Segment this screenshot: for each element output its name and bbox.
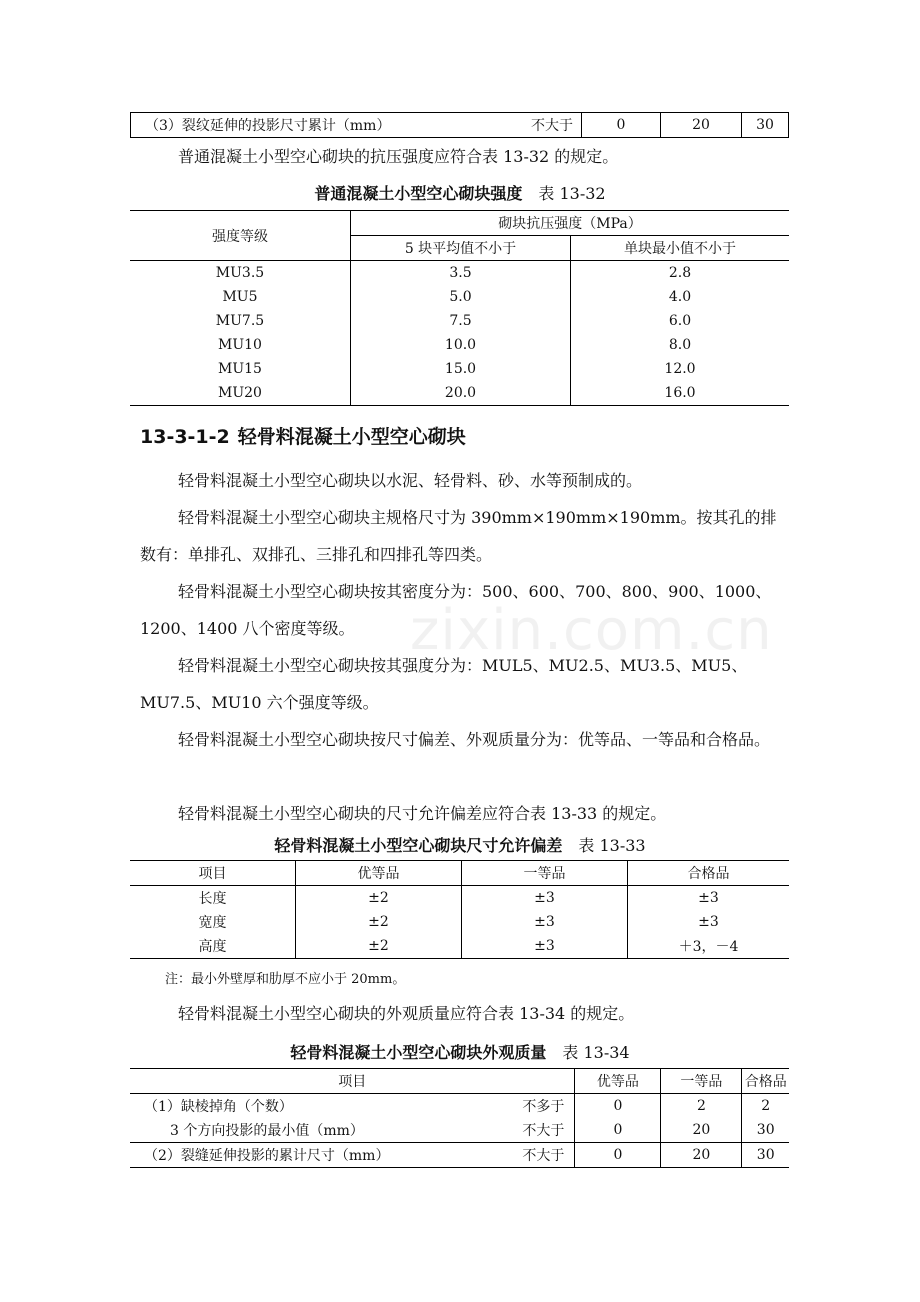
paragraph: 轻骨料混凝土小型空心砌块的尺寸允许偏差应符合表 13-33 的规定。	[178, 804, 667, 823]
avg-cell: 7.5	[351, 309, 571, 333]
condition-cell: 不大于	[531, 118, 573, 134]
table-number: 表 13-34	[562, 1043, 630, 1062]
grade-cell: MU10	[218, 337, 262, 353]
table-row	[130, 309, 789, 333]
watermark: zixin.com.cn	[410, 598, 773, 663]
grade-cell: MU20	[218, 385, 262, 401]
value-cell: ±3	[628, 886, 790, 911]
grade-cell: MU5	[222, 289, 258, 305]
value-cell: 0	[582, 113, 661, 138]
table-title: 轻骨料混凝土小型空心砌块尺寸允许偏差	[274, 836, 563, 855]
value-cell: ±2	[296, 886, 462, 911]
header-min: 单块最小值不小于	[571, 236, 790, 261]
value-cell: 30	[742, 113, 789, 138]
value-cell: ±3	[462, 886, 628, 911]
value-cell: ±3	[628, 910, 790, 934]
table-header-row	[130, 211, 789, 236]
value-cell: 2	[742, 1094, 789, 1119]
item-cell: 宽度	[198, 915, 227, 931]
table-number: 表 13-33	[578, 836, 646, 855]
value-cell: 20	[661, 1118, 742, 1143]
item-cell: 长度	[198, 891, 227, 907]
header-item: 项目	[130, 1069, 575, 1094]
header-grade: 强度等级	[130, 211, 351, 261]
avg-cell: 20.0	[351, 381, 571, 406]
value-cell: ±2	[296, 934, 462, 959]
table-caption	[0, 181, 920, 204]
table-number: 表 13-32	[538, 184, 606, 203]
previous-table-continuation	[130, 112, 789, 138]
value-cell: 2	[661, 1094, 742, 1119]
value-cell: 0	[575, 1118, 661, 1143]
table-row	[130, 1094, 789, 1119]
item-cell: 3 个方向投影的最小值（mm）	[130, 1118, 484, 1143]
table-row	[130, 1118, 789, 1143]
paragraph: 轻骨料混凝土小型空心砌块按尺寸偏差、外观质量分为：优等品、一等品和合格品。	[178, 730, 771, 749]
section-title: 轻骨料混凝土小型空心砌块	[237, 426, 466, 448]
paragraph: 普通混凝土小型空心砌块的抗压强度应符合表 13-32 的规定。	[178, 147, 619, 166]
avg-cell: 10.0	[351, 333, 571, 357]
table-row	[130, 910, 789, 934]
value-cell: 30	[742, 1143, 789, 1168]
strength-table-13-32	[130, 210, 789, 406]
grade-cell: MU7.5	[215, 313, 265, 329]
value-cell: ±2	[296, 910, 462, 934]
min-cell: 2.8	[571, 261, 790, 286]
header-grade-superior: 优等品	[575, 1069, 661, 1094]
table-row	[131, 113, 789, 138]
paragraph: 轻骨料混凝土小型空心砌块的外观质量应符合表 13-34 的规定。	[178, 1004, 635, 1023]
table-row	[130, 934, 789, 959]
table-row	[130, 1143, 789, 1168]
paragraph: 轻骨料混凝土小型空心砌块主规格尺寸为 390mm×190mm×190mm。按其孔的排数有：单排孔、双排孔、三排孔和四排孔等四类。	[140, 508, 777, 564]
avg-cell: 5.0	[351, 285, 571, 309]
section-number: 13-3-1-2	[140, 426, 230, 448]
header-grade-qualified: 合格品	[742, 1069, 789, 1094]
table-note: 注：最小外壁厚和肋厚不应小于 20mm。	[165, 972, 406, 987]
header-avg: 5 块平均值不小于	[351, 236, 571, 261]
item-cell: 高度	[198, 939, 227, 955]
value-cell: 20	[661, 1143, 742, 1168]
value-cell: 0	[575, 1094, 661, 1119]
table-row	[130, 285, 789, 309]
avg-cell: 3.5	[351, 261, 571, 286]
condition-cell: 不多于	[522, 1099, 565, 1115]
table-header-row	[130, 861, 789, 886]
value-cell: 20	[661, 113, 742, 138]
item-cell: （2）裂缝延伸投影的累计尺寸（mm）	[144, 1148, 390, 1164]
item-cell: （3）裂纹延伸的投影尺寸累计（mm）	[145, 118, 391, 134]
table-row	[130, 261, 789, 286]
min-cell: 4.0	[571, 285, 790, 309]
tolerance-table-13-33	[130, 860, 789, 959]
paragraph: 轻骨料混凝土小型空心砌块按其密度分为：500、600、700、800、900、1000、1200、1400 八个密度等级。	[140, 582, 772, 638]
min-cell: 8.0	[571, 333, 790, 357]
paragraph: 轻骨料混凝土小型空心砌块以水泥、轻骨料、砂、水等预制成的。	[178, 471, 643, 490]
table-row	[130, 333, 789, 357]
table-row	[130, 357, 789, 381]
appearance-table-13-34	[130, 1068, 789, 1168]
condition-cell: 不大于	[522, 1148, 565, 1164]
header-strength: 砌块抗压强度（MPa）	[351, 211, 790, 236]
min-cell: 12.0	[571, 357, 790, 381]
value-cell: 0	[575, 1143, 661, 1168]
header-item: 项目	[130, 861, 296, 886]
grade-cell: MU3.5	[215, 265, 265, 281]
header-grade-qualified: 合格品	[628, 861, 790, 886]
min-cell: 16.0	[571, 381, 790, 406]
section-heading	[140, 422, 466, 449]
value-cell: 30	[742, 1118, 789, 1143]
value-cell: ±3	[462, 934, 628, 959]
table-row	[130, 381, 789, 406]
table-title: 普通混凝土小型空心砌块强度	[314, 184, 523, 203]
min-cell: 6.0	[571, 309, 790, 333]
table-caption	[0, 833, 920, 856]
grade-cell: MU15	[218, 361, 262, 377]
table-row	[130, 886, 789, 911]
item-cell: （1）缺棱掉角（个数）	[144, 1099, 293, 1115]
condition-cell: 不大于	[484, 1118, 575, 1143]
table-caption	[0, 1040, 920, 1063]
paragraph: 轻骨料混凝土小型空心砌块按其强度分为：MUL5、MU2.5、MU3.5、MU5、MU7.5、MU10 六个强度等级。	[140, 656, 748, 712]
value-cell: ±3	[462, 910, 628, 934]
table-title: 轻骨料混凝土小型空心砌块外观质量	[290, 1043, 547, 1062]
header-grade-first: 一等品	[462, 861, 628, 886]
header-grade-superior: 优等品	[296, 861, 462, 886]
avg-cell: 15.0	[351, 357, 571, 381]
header-grade-first: 一等品	[661, 1069, 742, 1094]
table-header-row	[130, 1069, 789, 1094]
value-cell: ＋3，－4	[628, 934, 790, 959]
